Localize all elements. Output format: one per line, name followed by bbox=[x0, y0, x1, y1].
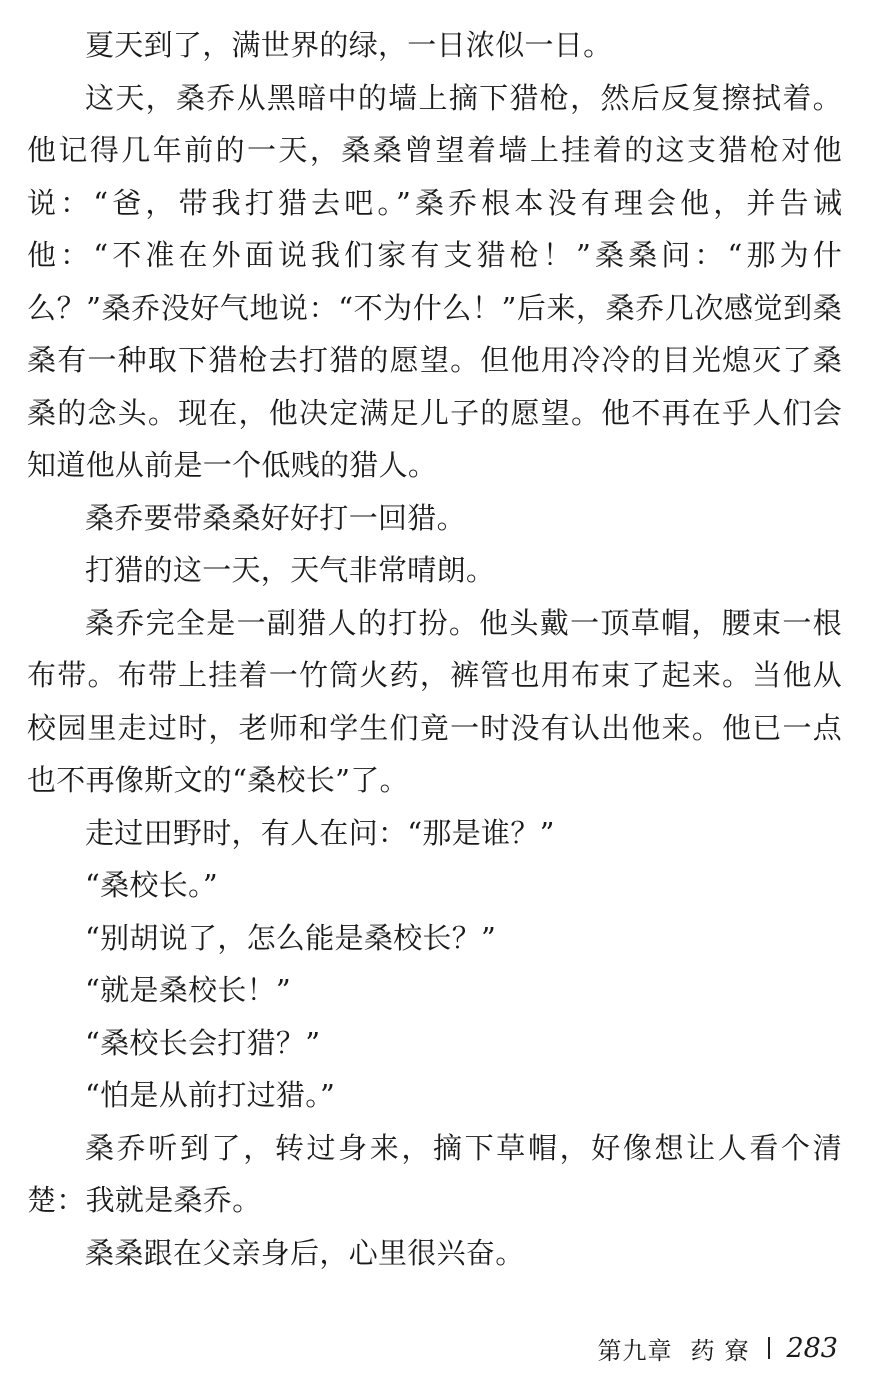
paragraph: “桑校长会打猎？” bbox=[85, 1025, 321, 1060]
chapter-name: 药寮 bbox=[690, 1336, 759, 1365]
paragraph: 桑乔完全是一副猎人的打扮。他头戴一顶草帽，腰束一根布带。布带上挂着一竹筒火药，裤管也用布束了起来。当他从校园里走过时，老师和学生们竟一时没有认出他来。他已一点也不再像斯文的“桑校长”了。 bbox=[27, 605, 842, 797]
footer-divider bbox=[768, 1337, 770, 1359]
paragraph: “别胡说了，怎么能是桑校长？” bbox=[85, 920, 497, 955]
paragraph: “桑校长。” bbox=[85, 868, 218, 902]
paragraph: 这天，桑乔从黑暗中的墙上摘下猎枪，然后反复擦拭着。他记得几年前的一天，桑桑曾望着墙上挂着的这支猎枪对他说：“爸，带我打猎去吧。”桑乔根本没有理会他，并告诫他：“不准在外面说我们家有支猎枪！”桑桑问：“那为什么？”桑乔没好气地说：“不为什么！”后来，桑乔几次感觉到桑桑有一种取下猎枪去打猎的愿望。但他用冷冷的目光熄灭了桑桑的念头。现在，他决定满足儿子的愿望。他不再在乎人们会知道他从前是一个低贱的猎人。 bbox=[27, 80, 842, 482]
chapter-label: 第九章 bbox=[597, 1336, 673, 1365]
body-text bbox=[27, 19, 842, 1279]
page-footer bbox=[597, 1328, 838, 1368]
paragraph: 桑桑跟在父亲身后，心里很兴奋。 bbox=[85, 1235, 525, 1270]
page-number: 283 bbox=[786, 1332, 838, 1364]
paragraph: 打猎的这一天，天气非常晴朗。 bbox=[85, 553, 496, 587]
paragraph: 桑乔要带桑桑好好打一回猎。 bbox=[85, 500, 466, 535]
paragraph: “就是桑校长！” bbox=[85, 973, 292, 1007]
paragraph: 桑乔听到了，转过身来，摘下草帽，好像想让人看个清楚：我就是桑乔。 bbox=[27, 1130, 842, 1217]
paragraph: 夏天到了，满世界的绿，一日浓似一日。 bbox=[85, 28, 613, 62]
paragraph: “怕是从前打过猎。” bbox=[85, 1078, 336, 1112]
paragraph: 走过田野时，有人在问：“那是谁？” bbox=[85, 815, 555, 850]
